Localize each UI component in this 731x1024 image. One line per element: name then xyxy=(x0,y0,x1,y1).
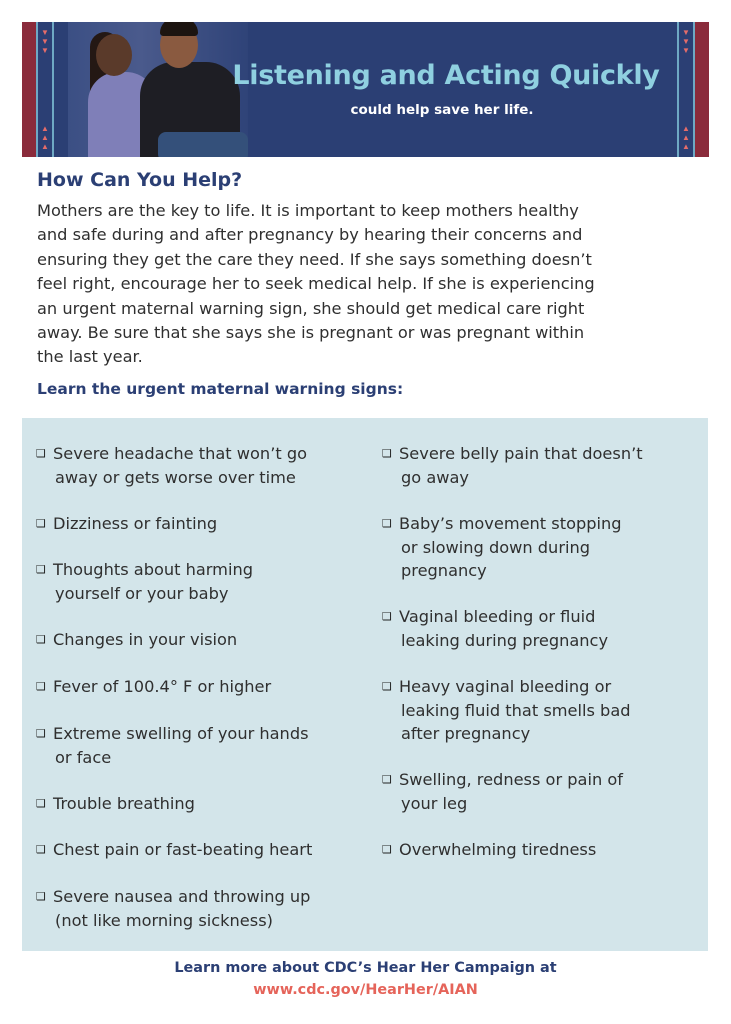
warning-sign-text xyxy=(399,605,608,652)
checkbox-icon: ❑ xyxy=(36,517,46,530)
warning-signs-box xyxy=(22,418,708,951)
warning-sign-line: Chest pain or fast-beating heart xyxy=(53,840,313,859)
warning-sign-line: or slowing down during xyxy=(401,537,591,557)
intro-line: away. Be sure that she says she is pregnant or was pregnant within xyxy=(37,323,585,343)
photo-man-hair xyxy=(160,22,198,36)
warning-sign-item xyxy=(36,675,271,699)
checkbox-icon: ❑ xyxy=(382,517,392,530)
checkbox-icon: ❑ xyxy=(382,610,392,623)
warning-sign-item xyxy=(36,558,253,605)
warning-sign-line: Severe nausea and throwing up xyxy=(53,887,311,906)
warning-sign-line: go away xyxy=(401,467,469,487)
warning-sign-text xyxy=(53,442,307,489)
warning-sign-text xyxy=(399,675,631,746)
footer-campaign-text: Learn more about CDC’s Hear Her Campaign at xyxy=(174,960,557,976)
warning-sign-line: leaking during pregnancy xyxy=(401,630,609,650)
banner-stripe xyxy=(693,22,695,157)
checkbox-icon: ❑ xyxy=(36,797,46,810)
checkbox-icon: ❑ xyxy=(36,890,46,903)
warning-sign-text xyxy=(399,512,622,583)
warning-sign-text xyxy=(399,768,623,815)
warning-sign-text xyxy=(53,675,271,699)
warning-sign-line: leaking fluid that smells bad xyxy=(401,700,631,720)
warning-sign-line: away or gets worse over time xyxy=(55,467,296,487)
warning-sign-line: Heavy vaginal bleeding or xyxy=(399,677,612,696)
warning-sign-item xyxy=(36,838,312,862)
banner-right-edge xyxy=(695,22,709,157)
warning-sign-line: or face xyxy=(55,747,112,767)
checkbox-icon: ❑ xyxy=(382,680,392,693)
checkbox-icon: ❑ xyxy=(36,447,46,460)
warning-sign-text xyxy=(53,558,253,605)
triangle-pattern-icon: ▲ ▲ ▲ xyxy=(41,124,49,151)
warning-sign-item xyxy=(382,768,623,815)
warning-sign-item xyxy=(382,605,608,652)
triangle-pattern-icon: ▲ ▲ ▲ xyxy=(682,124,690,151)
checkbox-icon: ❑ xyxy=(36,727,46,740)
photo-man-legs xyxy=(158,132,248,157)
warning-sign-item xyxy=(36,885,310,932)
warning-sign-item xyxy=(382,675,631,746)
checkbox-icon: ❑ xyxy=(36,563,46,576)
warning-sign-line: Trouble breathing xyxy=(53,794,195,813)
warning-sign-text xyxy=(53,628,237,652)
checkbox-icon: ❑ xyxy=(36,680,46,693)
intro-line: feel right, encourage her to seek medical help. If she is experiencing xyxy=(37,274,595,294)
intro-paragraph xyxy=(37,199,682,370)
warning-sign-line: your leg xyxy=(401,793,468,813)
warning-sign-line: yourself or your baby xyxy=(55,583,229,603)
header-banner xyxy=(22,22,709,157)
warning-sign-line: Thoughts about harming xyxy=(53,560,253,579)
banner-left-edge xyxy=(22,22,36,157)
intro-line: Mothers are the key to life. It is important to keep mothers healthy xyxy=(37,201,579,220)
intro-line: ensuring they get the care they need. If she says something doesn’t xyxy=(37,249,592,269)
warning-sign-item xyxy=(382,512,622,583)
warning-sign-item xyxy=(36,722,309,769)
warning-sign-line: Vaginal bleeding or fluid xyxy=(399,607,596,626)
warning-sign-line: (not like morning sickness) xyxy=(55,910,273,930)
warning-sign-line: Overwhelming tiredness xyxy=(399,840,597,859)
warning-sign-item xyxy=(36,792,195,816)
banner-subtitle: could help save her life. xyxy=(350,102,534,118)
warning-sign-text xyxy=(53,512,217,536)
section-heading: How Can You Help? xyxy=(37,169,243,191)
warning-sign-item xyxy=(36,442,307,489)
warning-sign-item xyxy=(382,442,643,489)
warning-sign-line: Swelling, redness or pain of xyxy=(399,770,623,789)
warning-sign-line: pregnancy xyxy=(401,561,487,580)
checkbox-icon: ❑ xyxy=(382,773,392,786)
footer-link[interactable]: www.cdc.gov/HearHer/AIAN xyxy=(253,982,478,998)
checkbox-icon: ❑ xyxy=(382,447,392,460)
checkbox-icon: ❑ xyxy=(36,843,46,856)
warning-sign-line: Severe belly pain that doesn’t xyxy=(399,444,643,463)
intro-line: an urgent maternal warning sign, she should get medical care right xyxy=(37,298,585,318)
couple-photo xyxy=(68,22,248,157)
triangle-pattern-icon: ▼ ▼ ▼ xyxy=(682,28,690,55)
warning-sign-line: Severe headache that won’t go xyxy=(53,444,308,463)
banner-stripe xyxy=(52,22,54,157)
warning-sign-line: Dizziness or fainting xyxy=(53,514,218,533)
warning-sign-text xyxy=(53,722,309,769)
warning-sign-item xyxy=(36,628,237,652)
warning-sign-line: Extreme swelling of your hands xyxy=(53,724,309,743)
checkbox-icon: ❑ xyxy=(382,843,392,856)
triangle-pattern-icon: ▼ ▼ ▼ xyxy=(41,28,49,55)
warning-signs-heading: Learn the urgent maternal warning signs: xyxy=(37,380,404,398)
intro-line: and safe during and after pregnancy by hearing their concerns and xyxy=(37,225,583,245)
intro-line: the last year. xyxy=(37,347,143,367)
warning-sign-text xyxy=(399,838,596,862)
warning-sign-line: Changes in your vision xyxy=(53,630,238,649)
warning-sign-text xyxy=(399,442,643,489)
warning-sign-item xyxy=(36,512,217,536)
warning-sign-text xyxy=(53,885,310,932)
banner-title: Listening and Acting Quickly xyxy=(232,60,660,91)
checkbox-icon: ❑ xyxy=(36,633,46,646)
warning-sign-text xyxy=(53,792,195,816)
warning-sign-line: Fever of 100.4° F or higher xyxy=(53,677,272,696)
warning-sign-line: after pregnancy xyxy=(401,724,531,743)
warning-sign-text xyxy=(53,838,312,862)
warning-sign-item xyxy=(382,838,596,862)
photo-woman-head xyxy=(96,34,132,76)
warning-sign-line: Baby’s movement stopping xyxy=(399,514,622,533)
